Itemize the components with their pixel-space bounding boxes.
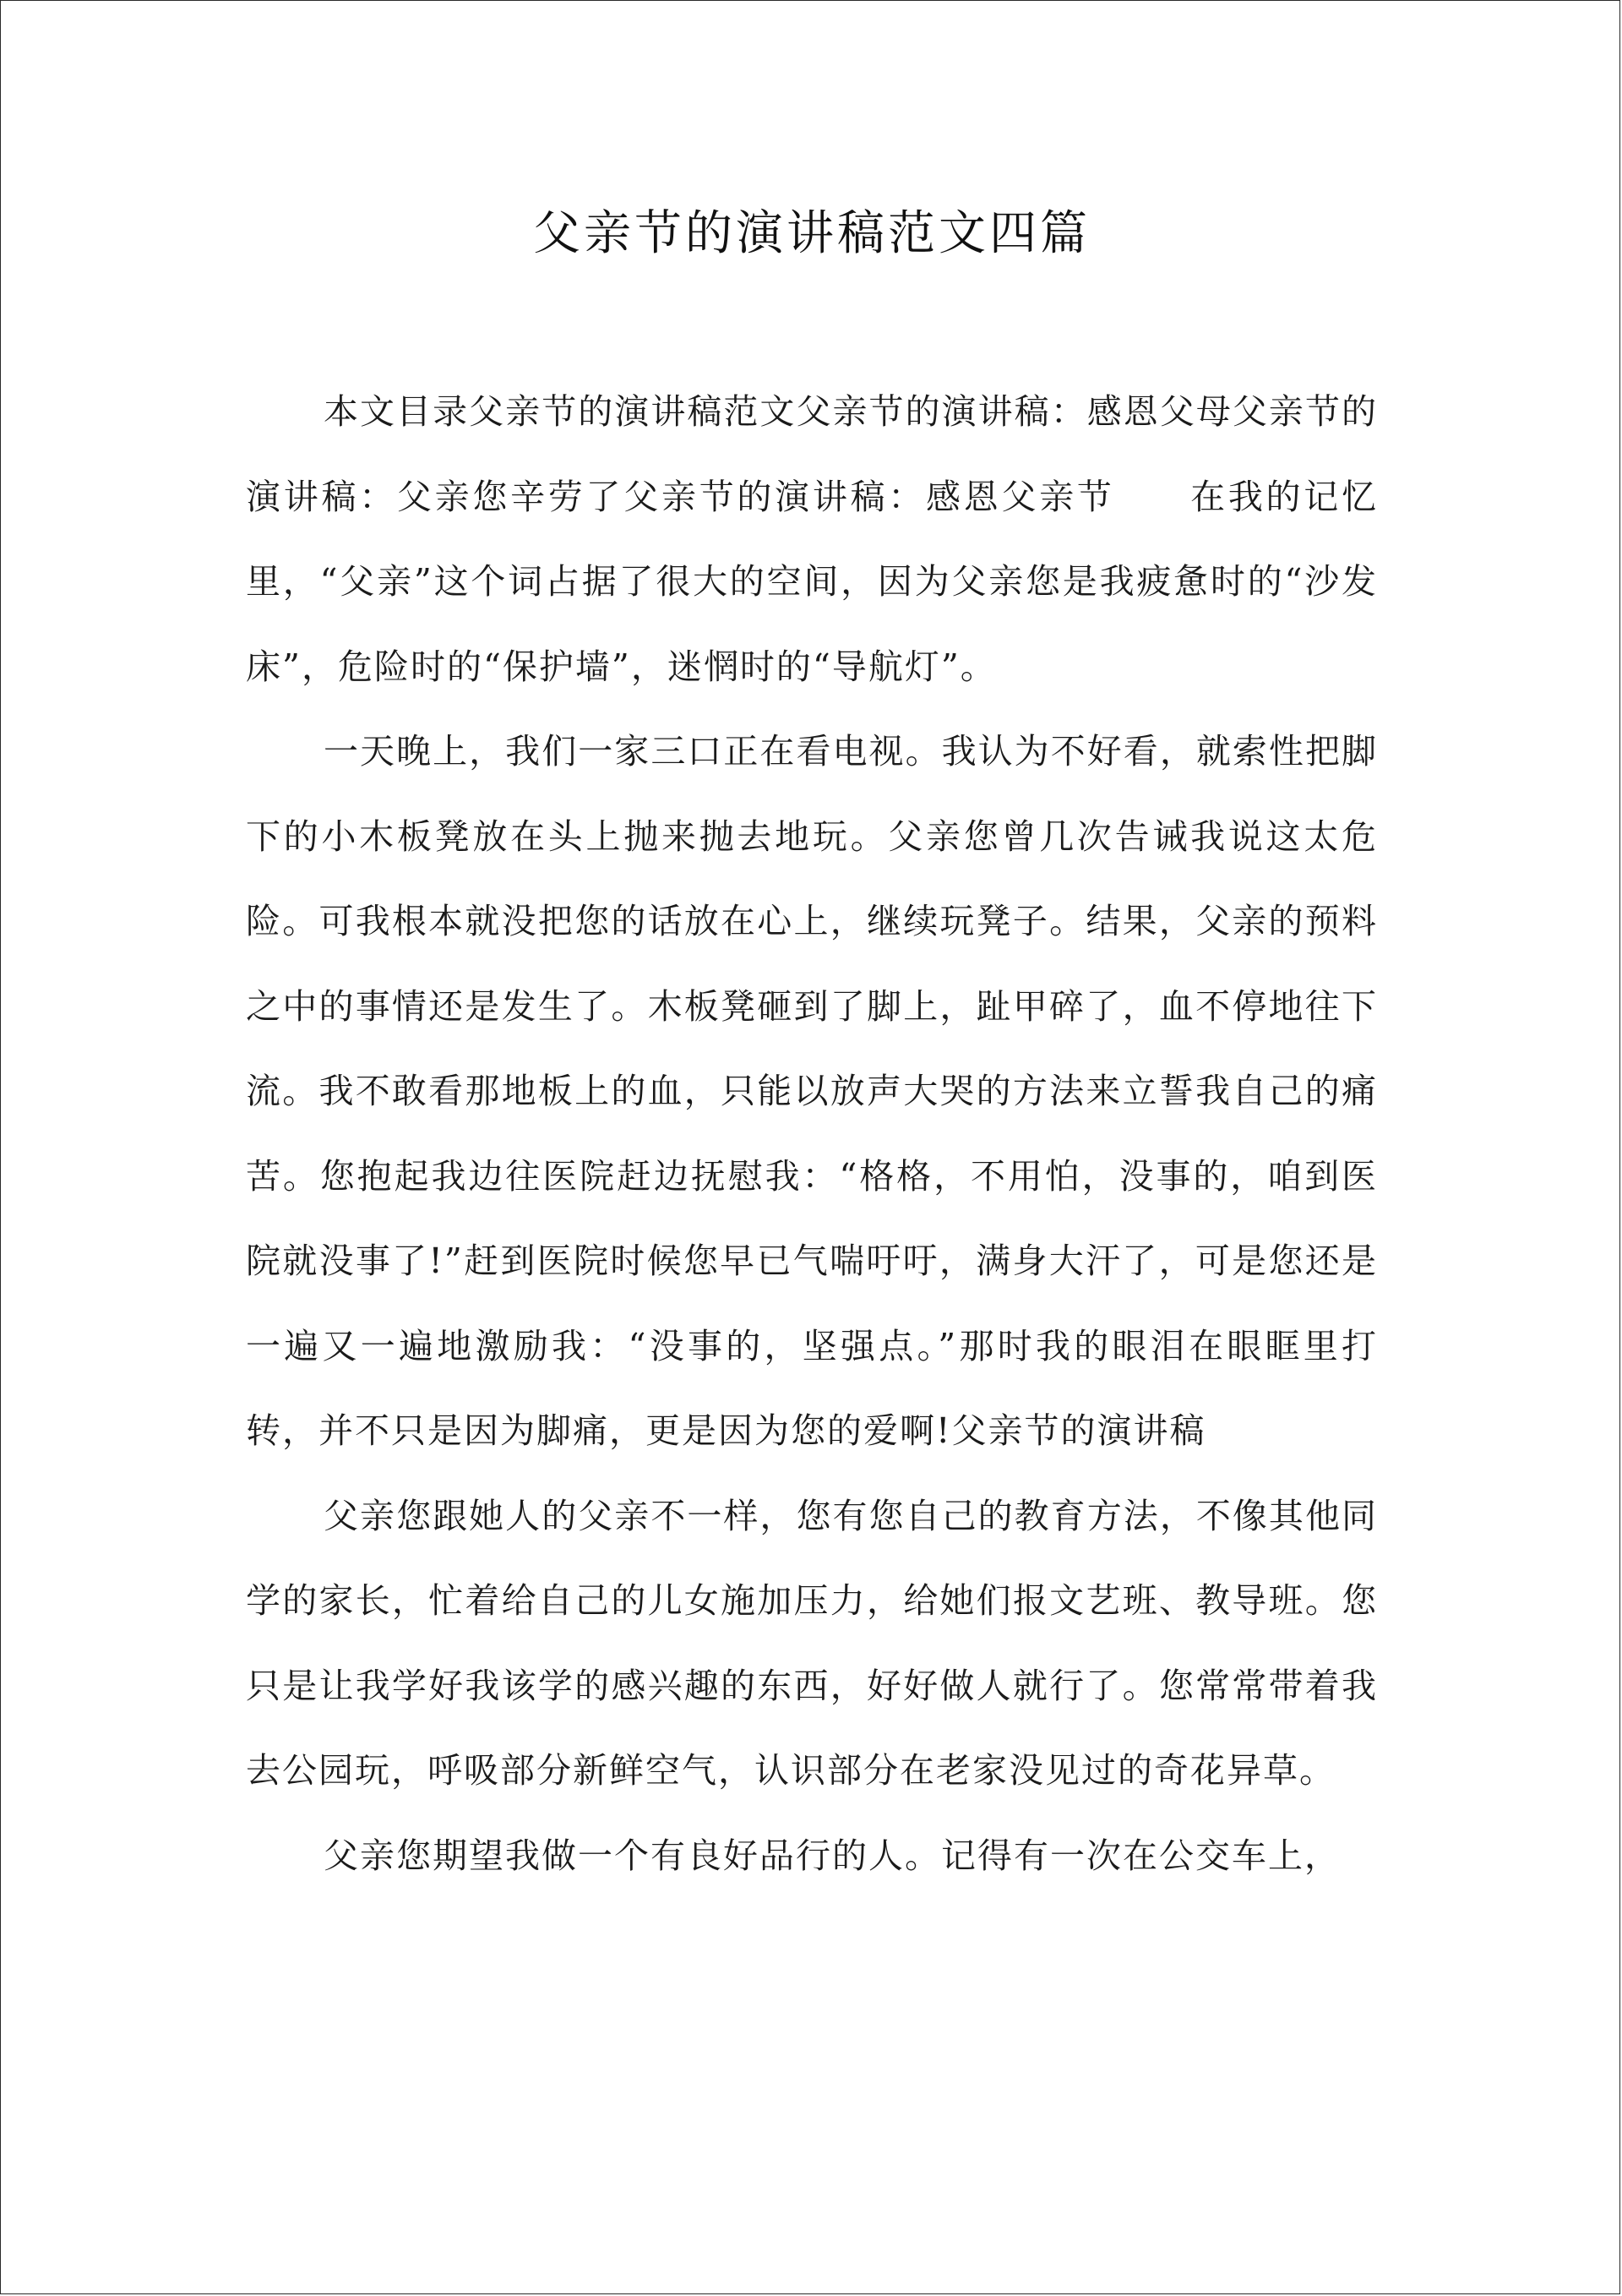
document-body <box>246 369 1378 1898</box>
paragraph-3: 父亲您跟她人的父亲不一样，您有您自己的教育方法，不像其他同学的家长，忙着给自己的儿女施加压力，给她们报文艺班、教导班。您只是让我学好我该学的感兴趣的东西，好好做人就行了。您常常带着我去公园玩，呼吸部分新鲜空气，认识部分在老家没见过的奇花异草。 <box>246 1495 1378 1791</box>
paragraph-4: 父亲您期望我做一个有良好品行的人。记得有一次在公交车上， <box>324 1835 1341 1876</box>
paragraph-1: 本文目录父亲节的演讲稿范文父亲节的演讲稿：感恩父母父亲节的演讲稿：父亲您辛劳了父亲节的演讲稿：感恩父亲节 在我的记忆里，“父亲”这个词占据了很大的空间，因为父亲您是我疲惫时的“沙发床”，危险时的“保护墙”，迷惘时的“导航灯”。 <box>246 391 1378 687</box>
paragraph-2: 一天晚上，我们一家三口正在看电视。我认为不好看，就索性把脚下的小木板凳放在头上抛来抛去地玩。父亲您曾几次告诫我说这太危险。可我根本就没把您的话放在心上，继续玩凳子。结果，父亲的预料之中的事情还是发生了。木板凳砸到了脚上，趾甲碎了，血不停地往下流。我不敢看那地板上的血，只能以放声大哭的方法来立誓我自己的痛苦。您抱起我边往医院赶边抚慰我：“格格，不用怕，没事的，咱到医院就没事了!”赶到医院时候您早已气喘吁吁，满身大汗了，可是您还是一遍又一遍地激励我：“没事的，坚强点。”那时我的眼泪在眼眶里打转，并不只是因为脚痛，更是因为您的爱啊!父亲节的演讲稿 <box>246 731 1378 1451</box>
document-title: 父亲节的演讲稿范文四篇 <box>533 206 1091 261</box>
